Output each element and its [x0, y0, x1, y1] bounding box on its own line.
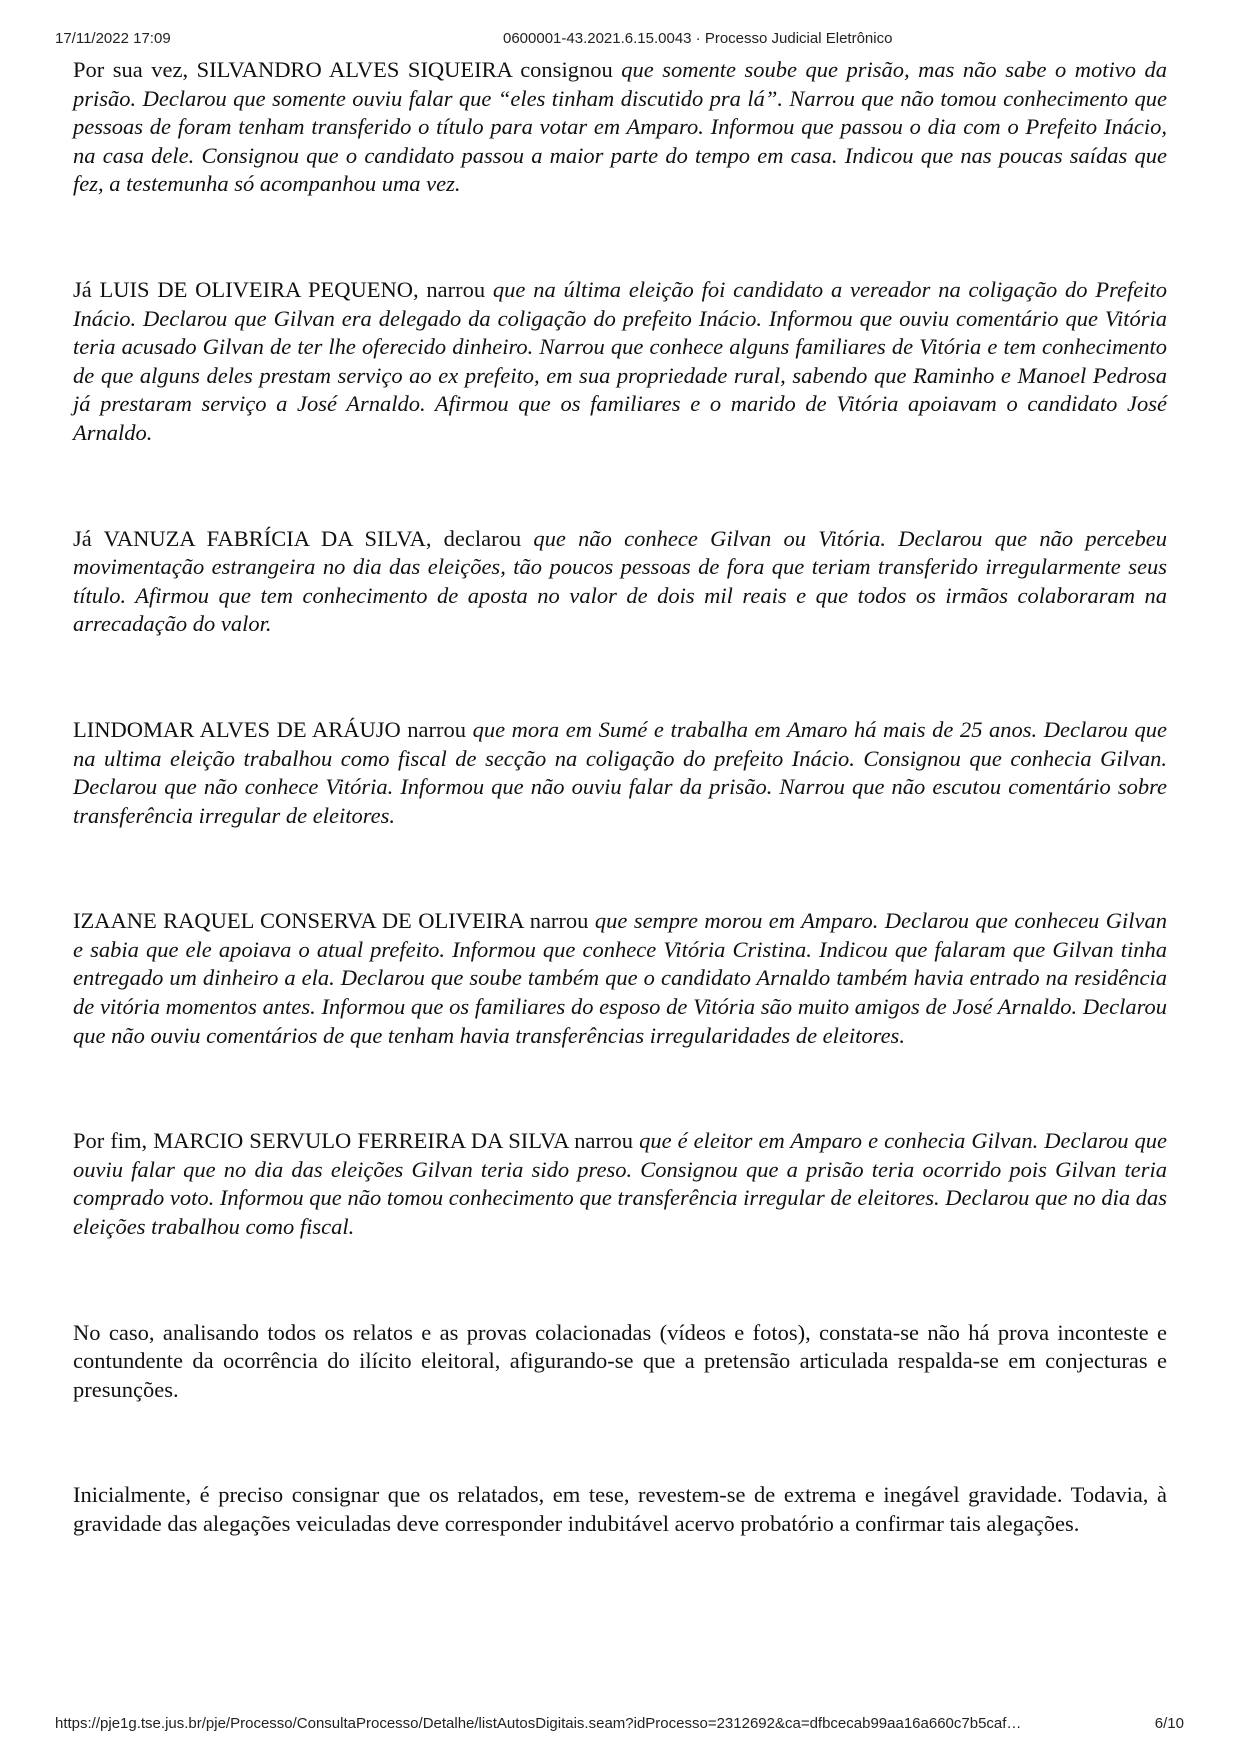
paragraph-text: No caso, analisando todos os relatos e as provas colacionadas (vídeos e fotos), constata-se não há prova inconteste e contundente da ocorrência do ilícito eleitoral, afigurando-se que a pretensão articulada respalda-se em conjecturas e presunções. — [73, 1319, 1167, 1402]
paragraph-marcio — [73, 1127, 1167, 1241]
paragraph-vanuza — [73, 525, 1167, 639]
paragraph-testimony: que mora em Sumé e trabalha em Amaro há mais de 25 anos. Declarou que na ultima eleição trabalhou como fiscal de secção na coligação do prefeito Inácio. Consignou que conhecia Gilvan. Declarou que não conhece Vitória. Informou que não ouviu falar da prisão. Narrou que não escutou comentário sobre transferência irregular de eleitores. — [73, 716, 1167, 828]
paragraph-testimony: que sempre morou em Amparo. Declarou que conheceu Gilvan e sabia que ele apoiava o atual prefeito. Informou que conhece Vitória Cristina. Indicou que falaram que Gilvan tinha entregado um dinheiro a ela. Declarou que soube também que o candidato Arnaldo também havia entrado na residência de vitória momentos antes. Informou que os familiares do esposo de Vitória são muito amigos de José Arnaldo. Declarou que não ouviu comentários de que tenham havia transferências irregularidades de eleitores. — [73, 908, 1167, 1048]
page-number: 6/10 — [1154, 1715, 1184, 1732]
paragraph-silvandro — [73, 56, 1167, 199]
paragraph-lindomar — [73, 716, 1167, 830]
print-datetime: 17/11/2022 17:09 — [55, 30, 171, 47]
paragraph-lead: Por fim, MARCIO SERVULO FERREIRA DA SILVA narrou — [73, 1128, 640, 1154]
document-body — [73, 56, 1167, 1539]
document-header-title: 0600001-43.2021.6.15.0043 · Processo Judicial Eletrônico — [503, 30, 893, 47]
paragraph-lead: Já LUIS DE OLIVEIRA PEQUENO, narrou — [73, 276, 493, 302]
paragraph-conclusion — [73, 1481, 1167, 1538]
paragraph-lead: LINDOMAR ALVES DE ARÁUJO narrou — [73, 716, 473, 742]
paragraph-testimony: que é eleitor em Amparo e conhecia Gilvan. Declarou que ouviu falar que no dia das eleições Gilvan teria sido preso. Consignou que a prisão teria ocorrido pois Gilvan teria comprado voto. Informou que não tomou conhecimento que transferência irregular de eleitores. Declarou que no dia das eleições trabalhou como fiscal. — [73, 1128, 1167, 1240]
footer-url: https://pje1g.tse.jus.br/pje/Processo/ConsultaProcesso/Detalhe/listAutosDigitais.seam?idProcesso=2312692&ca=dfbcecab99aa16a660c7b5caf… — [55, 1715, 1022, 1732]
paragraph-lead: Por sua vez, SILVANDRO ALVES SIQUEIRA consignou — [73, 57, 622, 82]
paragraph-luis — [73, 276, 1167, 448]
paragraph-izaane — [73, 907, 1167, 1050]
paragraph-testimony: que não conhece Gilvan ou Vitória. Declarou que não percebeu movimentação estrangeira no dia das eleições, tão poucos pessoas de fora que teriam transferido irregularmente seus título. Afirmou que tem conhecimento de aposta no valor de dois mil reais e que todos os irmãos colaboraram na arrecadação do valor. — [73, 525, 1167, 637]
paragraph-text: Inicialmente, é preciso consignar que os relatados, em tese, revestem-se de extrema e inegável gravidade. Todavia, à gravidade das alegações veiculadas deve corresponder indubitável acervo probatório a confirmar tais alegações. — [73, 1482, 1167, 1536]
paragraph-lead: Já VANUZA FABRÍCIA DA SILVA, declarou — [73, 525, 534, 551]
paragraph-testimony: que somente soube que prisão, mas não sabe o motivo da prisão. Declarou que somente ouviu falar que “eles tinham discutido pra lá”. Narrou que não tomou conhecimento que pessoas de foram tenham transferido o título para votar em Amparo. Informou que passou o dia com o Prefeito Inácio, na casa dele. Consignou que o candidato passou a maior parte do tempo em casa. Indicou que nas poucas saídas que fez, a testemunha só acompanhou uma vez. — [73, 57, 1167, 197]
paragraph-lead: IZAANE RAQUEL CONSERVA DE OLIVEIRA narrou — [73, 908, 595, 934]
paragraph-analysis — [73, 1319, 1167, 1405]
paragraph-testimony: que na última eleição foi candidato a vereador na coligação do Prefeito Inácio. Declarou que Gilvan era delegado da coligação do prefeito Inácio. Informou que ouviu comentário que Vitória teria acusado Gilvan de ter lhe oferecido dinheiro. Narrou que conhece alguns familiares de Vitória e tem conhecimento de que alguns deles prestam serviço ao ex prefeito, em sua propriedade rural, sabendo que Raminho e Manoel Pedrosa já prestaram serviço a José Arnaldo. Afirmou que os familiares e o marido de Vitória apoiavam o candidato José Arnaldo. — [73, 276, 1167, 445]
